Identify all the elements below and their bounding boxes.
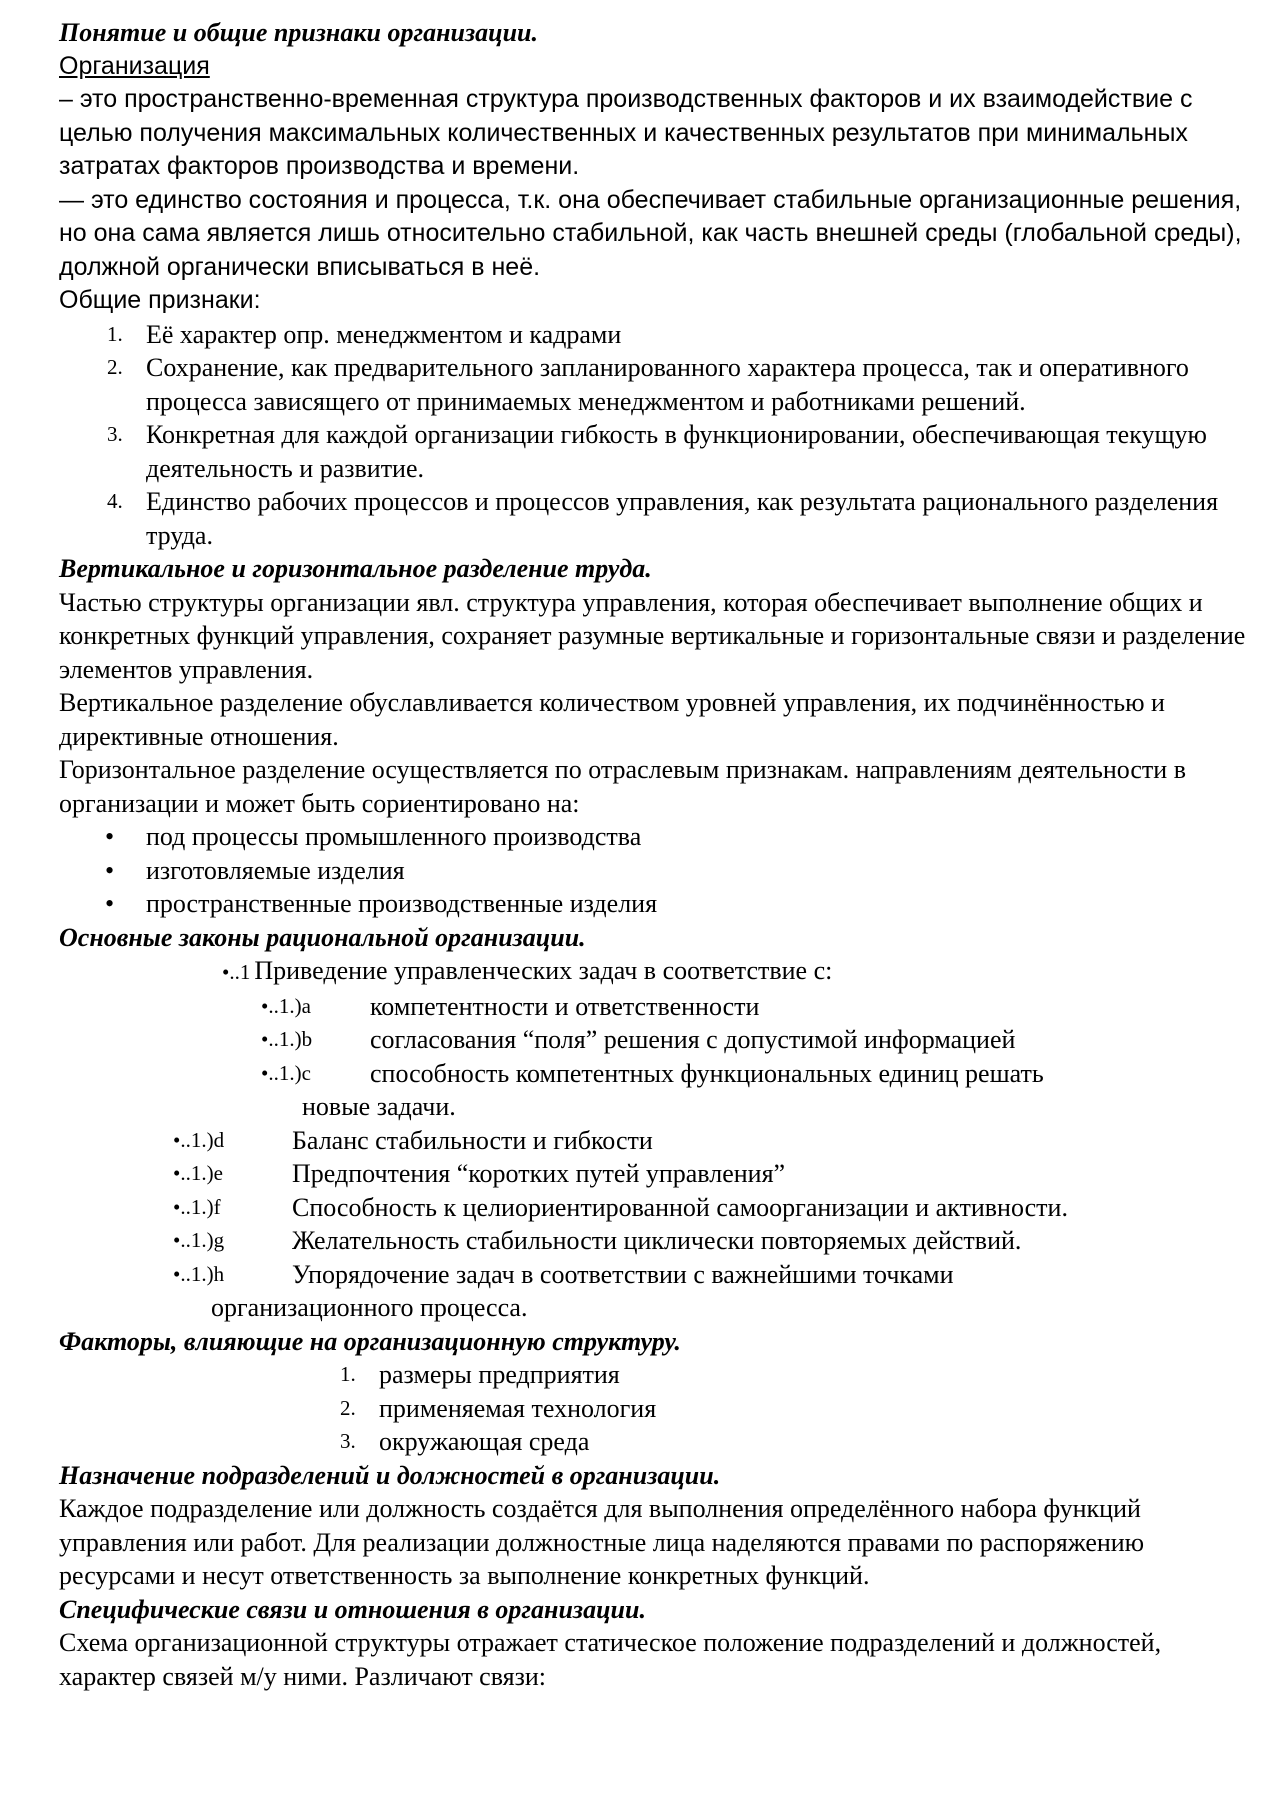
list-item-text: Конкретная для каждой организации гибкость в функционировании, обеспечивающая текущую деятельность и развитие. — [146, 420, 1207, 483]
list-marker: •..1.)e — [173, 1161, 223, 1185]
list-marker: 2. — [107, 355, 123, 379]
list-item-text: способность компетентных функциональных единиц решать — [370, 1058, 1044, 1088]
section-heading-relations: Специфические связи и отношения в организации. — [59, 1594, 646, 1624]
term-organization: Организация — [59, 51, 210, 80]
list-item-text: окружающая среда — [379, 1427, 590, 1456]
list-marker: •..1.)g — [173, 1228, 225, 1252]
list-marker: •..1.)f — [173, 1194, 221, 1219]
list-item — [59, 990, 1259, 1024]
list-item — [59, 1425, 1259, 1459]
list-marker: 1. — [340, 1362, 356, 1386]
list-item-text: Сохранение, как предварительного запланированного характера процесса, так и оперативного процесса зависящего от принимаемых менеджментом и работниками решений. — [146, 353, 1189, 416]
list-item-text: Баланс стабильности и гибкости — [292, 1125, 653, 1155]
list-marker: •..1 — [222, 960, 251, 984]
list-item-text: Желательность стабильности циклически повторяемых действий. — [292, 1226, 1022, 1255]
section-heading-factors: Факторы, влияющие на организационную структуру. — [59, 1326, 681, 1356]
list-item — [59, 485, 1259, 552]
paragraph: Схема организационной структуры отражает статическое положение подразделений и должностей, характер связей м/у ними. Различают связи: — [59, 1628, 1162, 1691]
bullet-icon: • — [105, 855, 115, 885]
law-sublist-2 — [59, 1124, 1259, 1325]
list-marker: 1. — [107, 321, 123, 346]
list-item — [59, 1191, 1259, 1225]
list-item — [59, 887, 1259, 921]
signs-title: Общие признаки: — [59, 286, 261, 314]
list-item-text: размеры предприятия — [379, 1360, 620, 1389]
paragraph: Каждое подразделение или должность создаётся для выполнения определённого набора функций управления или работ. Для реализации должностные лица наделяются правами по распоряжению ресурсами и несут ответственность за выполнение конкретных функций. — [59, 1494, 1145, 1590]
list-marker: •..1.)c — [261, 1060, 311, 1085]
list-item-text: изготовляемые изделия — [146, 855, 405, 885]
definition-2: — это единство состояния и процесса, т.к. она обеспечивает стабильные организационные решения, но она сама является лишь относительно стабильной, как часть внешней среды (глобальной среды), должной органически вписываться в неё. — [59, 185, 1242, 281]
list-item — [59, 351, 1259, 418]
bullet-icon: • — [105, 822, 115, 851]
paragraph: Частью структуры организации явл. структура управления, которая обеспечивает выполнение общих и конкретных функций управления, сохраняет разумные вертикальные и горизонтальные связи и разделение элементов управления. — [59, 587, 1246, 684]
list-item-text: пространственные производственные изделия — [146, 889, 658, 918]
list-item-text: под процессы промышленного производства — [146, 822, 642, 851]
paragraph: Горизонтальное разделение осуществляется по отраслевым признакам. направлениям деятельности в организации и может быть сориентировано на: — [59, 755, 1186, 818]
list-item — [59, 318, 1259, 352]
list-marker: •..1.)a — [261, 993, 311, 1018]
law-top-item — [59, 954, 1259, 990]
law-sublist — [59, 990, 1259, 1124]
section-heading-concept: Понятие и общие признаки организации. — [59, 18, 539, 47]
list-marker: •..1.)h — [173, 1261, 225, 1286]
definition-1: – это пространственно-временная структура производственных факторов и их взаимодействие с целью получения максимальных количественных и качественных результатов при минимальных затратах факторов производства и времени. — [59, 85, 1193, 180]
list-marker: 3. — [107, 422, 123, 446]
list-item — [59, 820, 1259, 854]
list-item-text: Способность к целиориентированной самоорганизации и активности. — [292, 1192, 1068, 1222]
list-item — [59, 1358, 1259, 1392]
list-item — [59, 1124, 1259, 1158]
factors-list — [59, 1358, 1259, 1459]
section-heading-division-of-labor: Вертикальное и горизонтальное разделение труда. — [59, 554, 652, 583]
list-item — [59, 1023, 1259, 1057]
list-item-continuation: организационного процесса. — [211, 1293, 528, 1322]
list-item-continuation: новые задачи. — [302, 1092, 456, 1121]
list-item — [59, 1157, 1259, 1191]
list-item — [59, 1258, 1259, 1292]
section-heading-laws: Основные законы рациональной организации. — [59, 922, 586, 952]
list-marker: 4. — [107, 489, 123, 513]
list-item — [59, 1392, 1259, 1426]
list-marker: •..1.)d — [173, 1127, 225, 1152]
bullet-icon: • — [105, 889, 115, 918]
list-item-text: применяемая технология — [379, 1393, 657, 1423]
list-item — [59, 1057, 1259, 1091]
bullet-list — [59, 820, 1259, 921]
list-item — [59, 1224, 1259, 1258]
list-item-text: Предпочтения “коротких путей управления” — [292, 1159, 786, 1188]
list-marker: 3. — [340, 1429, 356, 1453]
signs-list — [59, 318, 1259, 553]
list-item-text: Единство рабочих процессов и процессов управления, как результата рационального разделения труда. — [146, 487, 1219, 550]
document-body — [59, 16, 1259, 1693]
section-heading-purpose: Назначение подразделений и должностей в организации. — [59, 1460, 721, 1490]
list-item-text: компетентности и ответственности — [370, 991, 760, 1021]
list-marker: 2. — [340, 1395, 356, 1420]
list-item-text: Приведение управленческих задач в соответствие с: — [254, 956, 833, 985]
list-item-text: Упорядочение задач в соответствии с важнейшими точками — [292, 1259, 954, 1289]
paragraph: Вертикальное разделение обуславливается количеством уровней управления, их подчинённостью и директивные отношения. — [59, 688, 1165, 751]
list-marker: •..1.)b — [261, 1027, 313, 1051]
list-item — [59, 418, 1259, 485]
list-item-text: Её характер опр. менеджментом и кадрами — [146, 319, 622, 349]
list-item-text: согласования “поля” решения с допустимой информацией — [370, 1025, 1016, 1054]
list-item — [59, 854, 1259, 888]
